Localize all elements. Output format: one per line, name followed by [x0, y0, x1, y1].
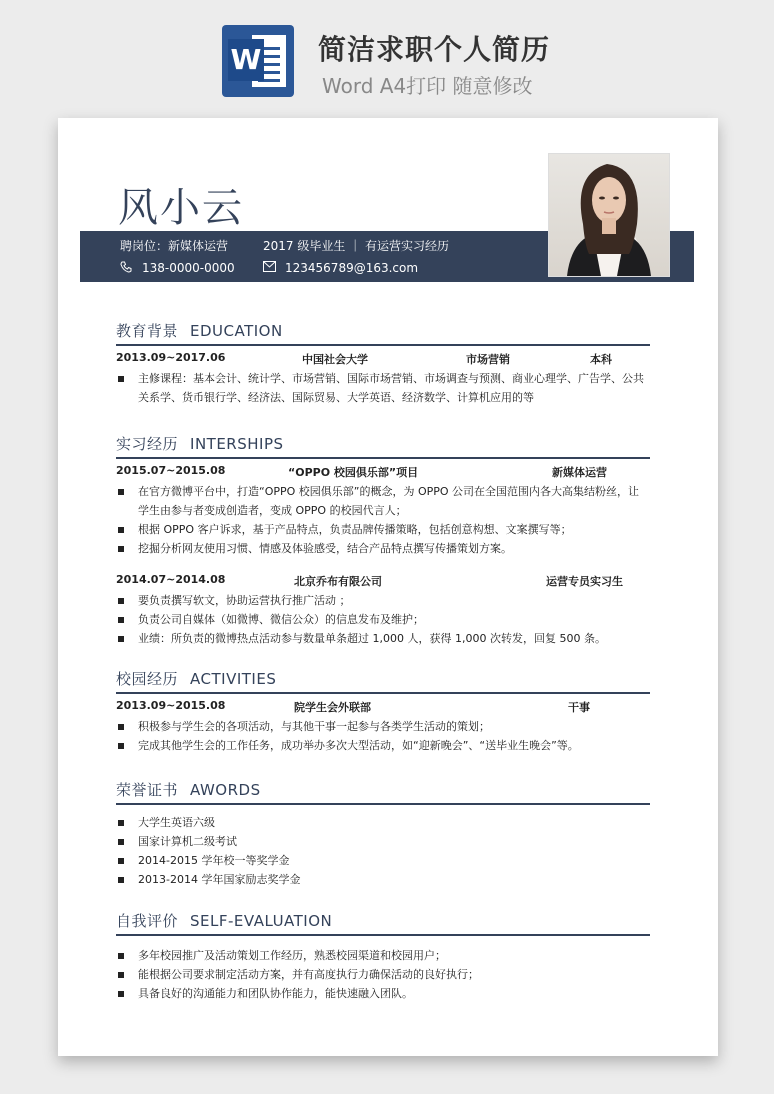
list-item: 在官方微博平台中，打造“OPPO 校园俱乐部”的概念，为 OPPO 公司在全国范围内各大高集结粉丝，让学生由参与者变成创造者，变成 OPPO 的校园代言人；: [116, 482, 650, 520]
profile-photo: [548, 153, 670, 277]
phone-icon: [120, 261, 132, 276]
internship-heading: 实习经历 INTERSHIPS: [116, 433, 650, 459]
list-item: 挖掘分析网友使用习惯、情感及体验感受，结合产品特点撰写传播策划方案。: [116, 539, 650, 558]
list-item: 主修课程：基本会计、统计学、市场营销、国际市场营销、市场调查与预测、商业心理学、广告学、公共关系学、货币银行学、经济法、国际贸易、大学英语、经济数学、计算机应用的等: [116, 369, 650, 407]
phone-number: 138-0000-0000: [142, 261, 235, 275]
graduation-info: 2017 级毕业生 ｜ 有运营实习经历: [263, 239, 449, 253]
job-target: 聘岗位：新媒体运营: [120, 239, 229, 253]
education-heading: 教育背景 EDUCATION: [116, 320, 650, 346]
awards-section: [116, 779, 650, 889]
self-evaluation-section: [116, 910, 650, 1003]
job-row: 2015.07~2015.08 “OPPO 校园俱乐部”项目 新媒体运营: [116, 464, 607, 479]
list-item: 多年校园推广及活动策划工作经历，熟悉校园渠道和校园用户；: [116, 946, 650, 965]
awards-heading: 荣誉证书 AWORDS: [116, 779, 650, 805]
resume-page: [58, 118, 718, 1056]
email-address: 123456789@163.com: [285, 261, 419, 275]
campus-row: 2013.09~2015.08 院学生会外联部 干事: [116, 699, 590, 714]
list-item: 大学生英语六级: [116, 813, 650, 832]
campus-section: [116, 668, 650, 755]
list-item: 2013-2014 学年国家励志奖学金: [116, 870, 650, 889]
word-icon-letter: W: [228, 39, 264, 81]
list-item: 国家计算机二级考试: [116, 832, 650, 851]
mail-icon: [263, 261, 276, 275]
list-item: 根据 OPPO 客户诉求，基于产品特点，负责品牌传播策略，包括创意构想、文案撰写等；: [116, 520, 650, 539]
candidate-name: 风小云: [118, 185, 244, 231]
campus-heading: 校园经历 ACTIVITIES: [116, 668, 650, 694]
list-item: 负责公司自媒体（如微博、微信公众）的信息发布及维护；: [116, 610, 650, 629]
list-item: 2014-2015 学年校一等奖学金: [116, 851, 650, 870]
list-item: 要负责撰写软文，协助运营执行推广活动 ；: [116, 591, 650, 610]
banner: [0, 0, 774, 110]
banner-title: 简洁求职个人简历: [318, 33, 551, 66]
list-item: 业绩：所负责的微博热点活动参与数量单条超过 1,000 人，获得 1,000 次转发，回复 500 条。: [116, 629, 650, 648]
education-row: 2013.09~2017.06 中国社会大学 市场营销 本科: [116, 351, 612, 366]
list-item: 具备良好的沟通能力和团队协作能力，能快速融入团队。: [116, 984, 650, 1003]
education-section: [116, 320, 650, 407]
list-item: 积极参与学生会的各项活动，与其他干事一起参与各类学生活动的策划；: [116, 717, 650, 736]
list-item: 能根据公司要求制定活动方案，并有高度执行力确保活动的良好执行；: [116, 965, 650, 984]
list-item: 完成其他学生会的工作任务，成功举办多次大型活动，如“迎新晚会”、“送毕业生晚会”等。: [116, 736, 650, 755]
self-evaluation-heading: 自我评价 SELF-EVALUATION: [116, 910, 650, 936]
banner-subtitle: Word A4打印 随意修改: [322, 74, 533, 98]
internship-section: [116, 433, 650, 648]
word-icon: [222, 25, 294, 97]
job-row: 2014.07~2014.08 北京乔布有限公司 运营专员实习生: [116, 573, 623, 588]
